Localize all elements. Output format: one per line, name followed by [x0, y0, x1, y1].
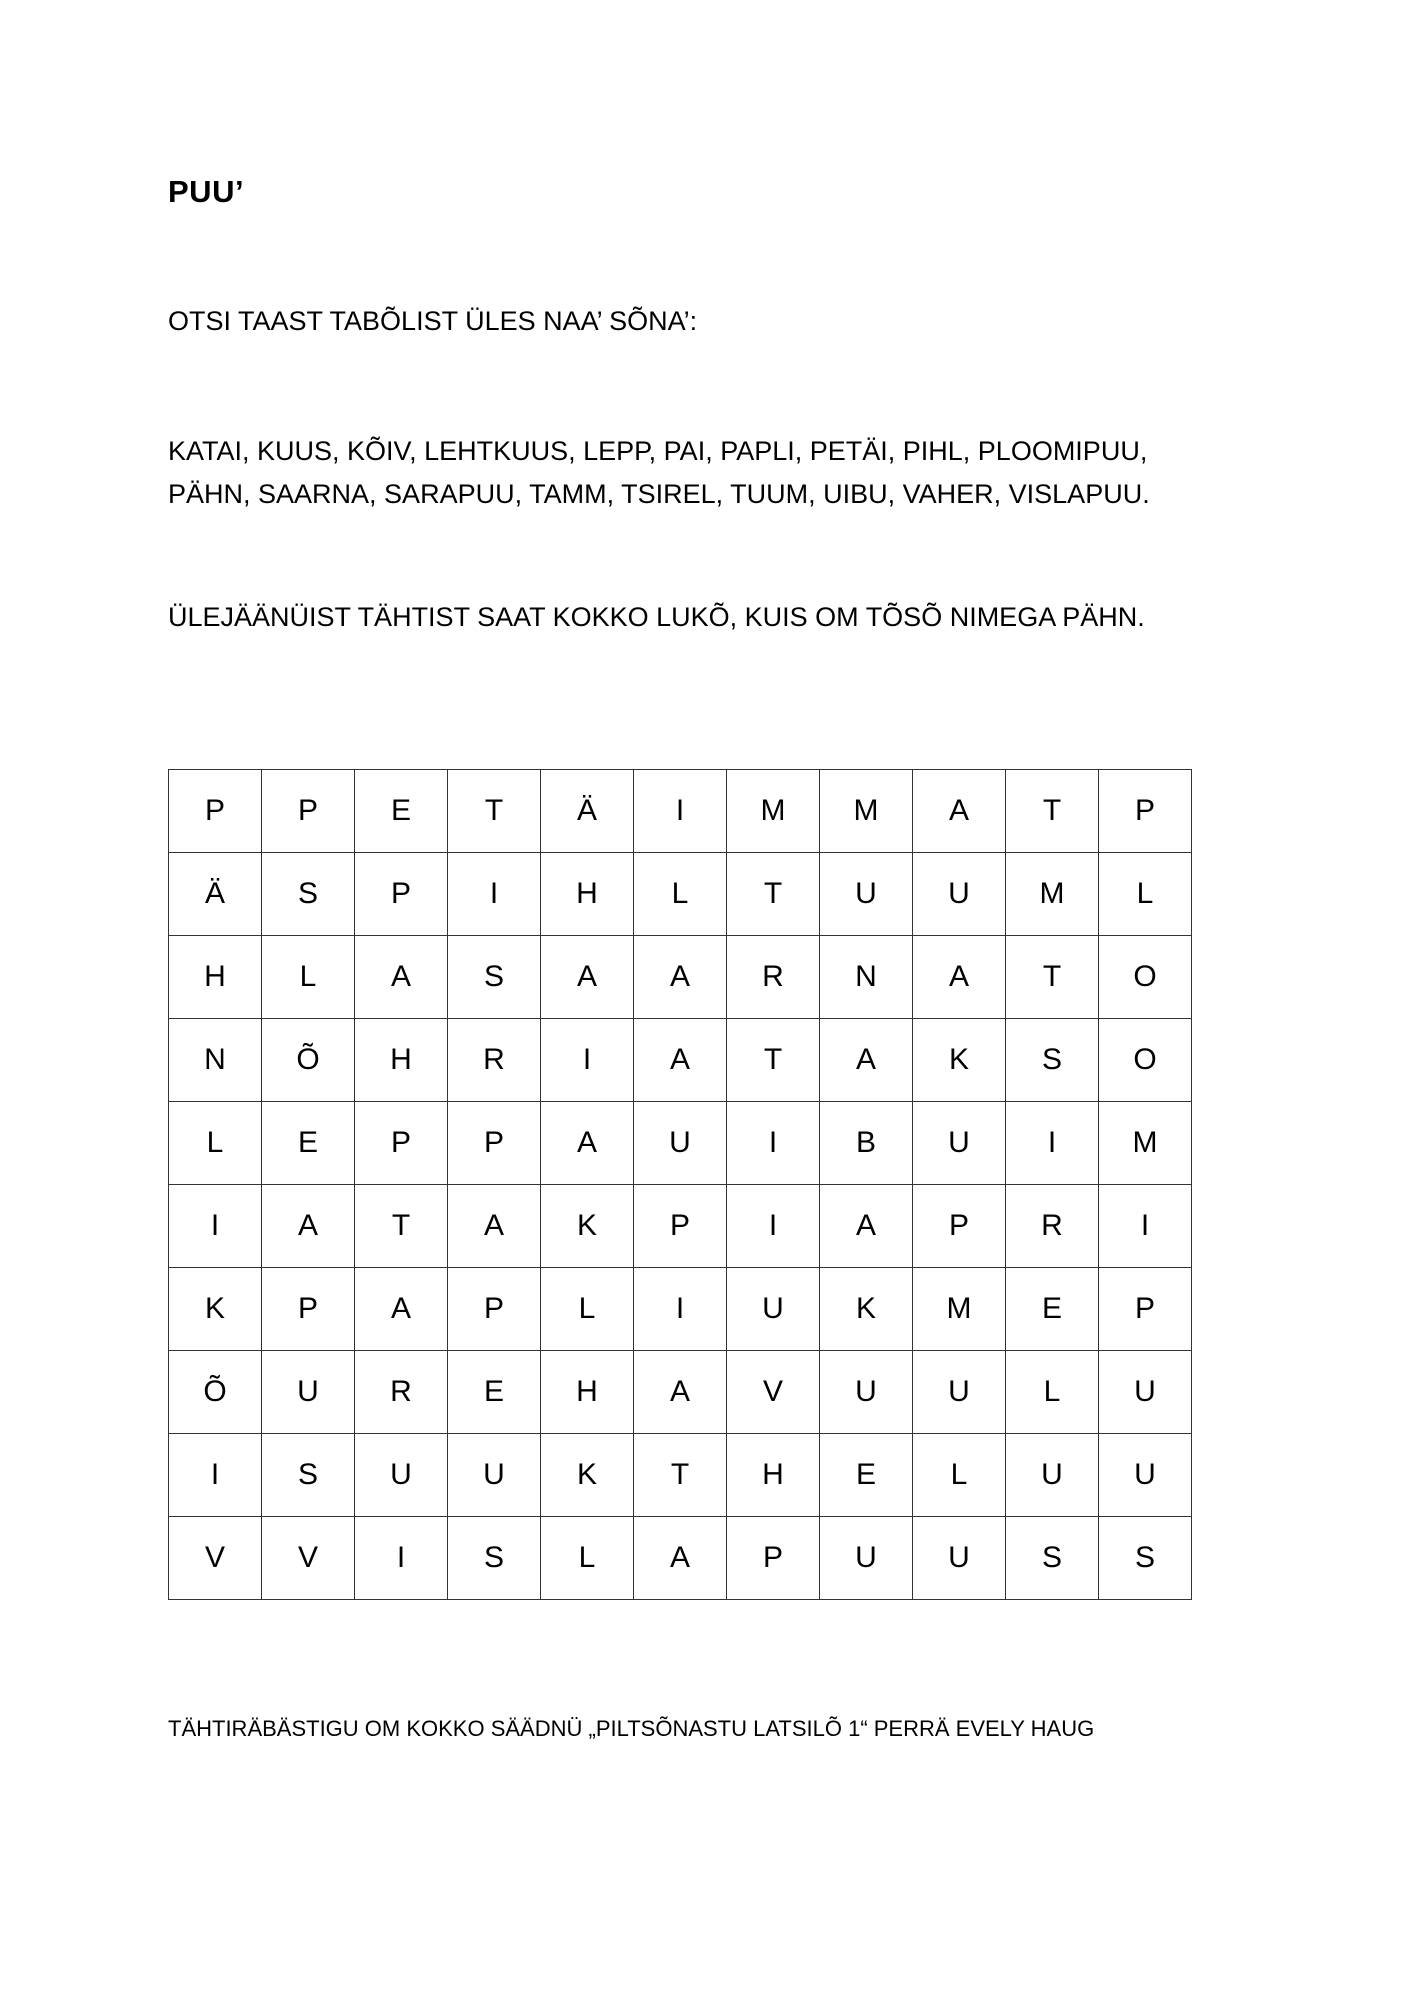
- grid-cell[interactable]: A: [541, 936, 634, 1019]
- grid-cell[interactable]: I: [634, 770, 727, 853]
- grid-cell[interactable]: R: [1006, 1185, 1099, 1268]
- grid-cell[interactable]: I: [727, 1185, 820, 1268]
- grid-cell[interactable]: I: [169, 1185, 262, 1268]
- grid-cell[interactable]: S: [262, 1434, 355, 1517]
- grid-cell[interactable]: A: [355, 936, 448, 1019]
- grid-cell[interactable]: P: [262, 1268, 355, 1351]
- grid-cell[interactable]: E: [820, 1434, 913, 1517]
- grid-cell[interactable]: A: [634, 1517, 727, 1600]
- grid-cell[interactable]: L: [169, 1102, 262, 1185]
- grid-cell[interactable]: S: [448, 1517, 541, 1600]
- grid-cell[interactable]: A: [820, 1019, 913, 1102]
- grid-cell[interactable]: V: [169, 1517, 262, 1600]
- grid-cell[interactable]: I: [355, 1517, 448, 1600]
- word-list-line-1: KATAI, KUUS, KÕIV, LEHTKUUS, LEPP, PAI, PAPLI, PETÄI, PIHL, PLOOMIPUU,: [168, 436, 1148, 466]
- grid-cell[interactable]: O: [1099, 1019, 1192, 1102]
- grid-cell[interactable]: U: [913, 1102, 1006, 1185]
- grid-cell[interactable]: U: [727, 1268, 820, 1351]
- grid-cell[interactable]: U: [448, 1434, 541, 1517]
- word-list: [168, 430, 1318, 516]
- grid-row: [169, 1351, 1192, 1434]
- grid-cell[interactable]: S: [1006, 1517, 1099, 1600]
- grid-cell[interactable]: M: [913, 1268, 1006, 1351]
- grid-cell[interactable]: L: [541, 1268, 634, 1351]
- grid-cell[interactable]: U: [1099, 1434, 1192, 1517]
- grid-cell[interactable]: I: [169, 1434, 262, 1517]
- grid-cell[interactable]: U: [262, 1351, 355, 1434]
- grid-cell[interactable]: E: [448, 1351, 541, 1434]
- grid-cell[interactable]: M: [820, 770, 913, 853]
- grid-cell[interactable]: P: [913, 1185, 1006, 1268]
- grid-cell[interactable]: A: [355, 1268, 448, 1351]
- grid-cell[interactable]: A: [634, 1019, 727, 1102]
- grid-cell[interactable]: U: [1099, 1351, 1192, 1434]
- grid-row: [169, 936, 1192, 1019]
- grid-row: [169, 853, 1192, 936]
- grid-cell[interactable]: I: [541, 1019, 634, 1102]
- search-instruction: OTSI TAAST TABÕLIST ÜLES NAA’ SÕNA’:: [168, 306, 698, 336]
- grid-cell[interactable]: T: [1006, 770, 1099, 853]
- grid-cell[interactable]: E: [262, 1102, 355, 1185]
- grid-cell[interactable]: S: [1099, 1517, 1192, 1600]
- grid-cell[interactable]: P: [448, 1268, 541, 1351]
- grid-cell[interactable]: P: [169, 770, 262, 853]
- grid-cell[interactable]: A: [448, 1185, 541, 1268]
- grid-cell[interactable]: U: [820, 1517, 913, 1600]
- grid-cell[interactable]: L: [1006, 1351, 1099, 1434]
- grid-cell[interactable]: B: [820, 1102, 913, 1185]
- grid-cell[interactable]: E: [355, 770, 448, 853]
- grid-cell[interactable]: U: [820, 1351, 913, 1434]
- grid-cell[interactable]: P: [727, 1517, 820, 1600]
- grid-cell[interactable]: P: [634, 1185, 727, 1268]
- grid-cell[interactable]: Ä: [169, 853, 262, 936]
- grid-cell[interactable]: U: [913, 1517, 1006, 1600]
- grid-cell[interactable]: U: [820, 853, 913, 936]
- grid-cell[interactable]: P: [355, 1102, 448, 1185]
- grid-cell[interactable]: H: [727, 1434, 820, 1517]
- grid-cell[interactable]: R: [727, 936, 820, 1019]
- grid-cell[interactable]: R: [448, 1019, 541, 1102]
- grid-cell[interactable]: N: [820, 936, 913, 1019]
- word-list-line-2: PÄHN, SAARNA, SARAPUU, TAMM, TSIREL, TUUM, UIBU, VAHER, VISLAPUU.: [168, 479, 1150, 509]
- grid-cell[interactable]: K: [820, 1268, 913, 1351]
- grid-cell[interactable]: T: [727, 1019, 820, 1102]
- grid-cell[interactable]: A: [913, 770, 1006, 853]
- grid-cell[interactable]: I: [1006, 1102, 1099, 1185]
- grid-cell[interactable]: U: [1006, 1434, 1099, 1517]
- grid-cell[interactable]: A: [913, 936, 1006, 1019]
- grid-cell[interactable]: K: [913, 1019, 1006, 1102]
- grid-cell[interactable]: P: [262, 770, 355, 853]
- word-search-grid: [168, 769, 1192, 1600]
- grid-cell[interactable]: U: [913, 1351, 1006, 1434]
- grid-cell[interactable]: A: [634, 1351, 727, 1434]
- grid-row: [169, 770, 1192, 853]
- grid-cell[interactable]: M: [1099, 1102, 1192, 1185]
- grid-cell[interactable]: O: [1099, 936, 1192, 1019]
- grid-cell[interactable]: Õ: [262, 1019, 355, 1102]
- grid-cell[interactable]: A: [820, 1185, 913, 1268]
- grid-cell[interactable]: T: [448, 770, 541, 853]
- grid-cell[interactable]: M: [727, 770, 820, 853]
- grid-cell[interactable]: P: [355, 853, 448, 936]
- grid-cell[interactable]: P: [1099, 770, 1192, 853]
- grid-cell[interactable]: H: [169, 936, 262, 1019]
- grid-cell[interactable]: E: [1006, 1268, 1099, 1351]
- grid-cell[interactable]: H: [541, 853, 634, 936]
- grid-cell[interactable]: A: [262, 1185, 355, 1268]
- grid-cell[interactable]: U: [913, 853, 1006, 936]
- grid-cell[interactable]: L: [541, 1517, 634, 1600]
- credit-line: TÄHTIRÄBÄSTIGU OM KOKKO SÄÄDNÜ „PILTSÕNASTU LATSILÕ 1“ PERRÄ EVELY HAUG: [168, 1716, 1095, 1741]
- grid-cell[interactable]: L: [1099, 853, 1192, 936]
- grid-cell[interactable]: K: [541, 1434, 634, 1517]
- grid-cell[interactable]: I: [634, 1268, 727, 1351]
- grid-cell[interactable]: P: [1099, 1268, 1192, 1351]
- grid-cell[interactable]: Ä: [541, 770, 634, 853]
- grid-cell[interactable]: Õ: [169, 1351, 262, 1434]
- grid-cell[interactable]: U: [634, 1102, 727, 1185]
- grid-cell[interactable]: P: [448, 1102, 541, 1185]
- grid-cell[interactable]: N: [169, 1019, 262, 1102]
- grid-cell[interactable]: S: [262, 853, 355, 936]
- grid-row: [169, 1268, 1192, 1351]
- grid-cell[interactable]: L: [913, 1434, 1006, 1517]
- grid-row: [169, 1434, 1192, 1517]
- grid-cell[interactable]: V: [262, 1517, 355, 1600]
- grid-cell[interactable]: M: [1006, 853, 1099, 936]
- grid-cell[interactable]: T: [355, 1185, 448, 1268]
- grid-cell[interactable]: I: [448, 853, 541, 936]
- grid-cell[interactable]: H: [541, 1351, 634, 1434]
- grid-cell[interactable]: U: [355, 1434, 448, 1517]
- grid-row: [169, 1102, 1192, 1185]
- grid-cell[interactable]: S: [448, 936, 541, 1019]
- grid-cell[interactable]: K: [541, 1185, 634, 1268]
- grid-cell[interactable]: A: [541, 1102, 634, 1185]
- grid-cell[interactable]: I: [727, 1102, 820, 1185]
- grid-cell[interactable]: I: [1099, 1185, 1192, 1268]
- page-title: PUU’: [168, 174, 245, 209]
- grid-cell[interactable]: H: [355, 1019, 448, 1102]
- grid-row: [169, 1185, 1192, 1268]
- grid-cell[interactable]: S: [1006, 1019, 1099, 1102]
- grid-row: [169, 1019, 1192, 1102]
- grid-cell[interactable]: A: [634, 936, 727, 1019]
- leftover-letters-instruction: ÜLEJÄÄNÜIST TÄHTIST SAAT KOKKO LUKÕ, KUIS OM TÕSÕ NIMEGA PÄHN.: [168, 602, 1145, 632]
- grid-cell[interactable]: V: [727, 1351, 820, 1434]
- grid-cell[interactable]: T: [634, 1434, 727, 1517]
- grid-cell[interactable]: L: [262, 936, 355, 1019]
- grid-cell[interactable]: T: [1006, 936, 1099, 1019]
- grid-row: [169, 1517, 1192, 1600]
- grid-cell[interactable]: K: [169, 1268, 262, 1351]
- grid-cell[interactable]: R: [355, 1351, 448, 1434]
- grid-cell[interactable]: T: [727, 853, 820, 936]
- grid-cell[interactable]: L: [634, 853, 727, 936]
